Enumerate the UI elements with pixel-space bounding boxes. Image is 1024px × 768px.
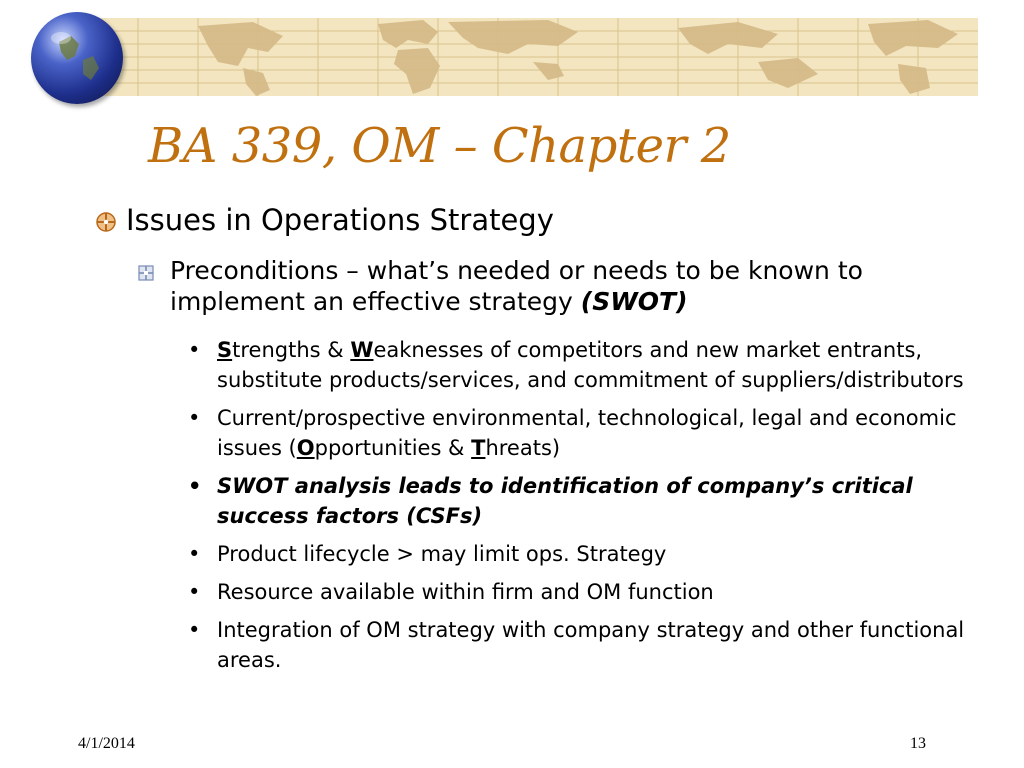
list-item-swot-analysis xyxy=(188,471,988,531)
globe-icon xyxy=(31,12,123,104)
swot-emphasis: (SWOT) xyxy=(580,287,688,316)
slide-number: 13 xyxy=(910,735,926,752)
swot-analysis-text: SWOT analysis leads to identification of company’s critical success factors (CSFs) xyxy=(217,474,913,528)
list-item-strengths-weaknesses xyxy=(188,335,988,395)
world-map-banner xyxy=(78,18,978,96)
bullet-dot: • xyxy=(188,580,201,604)
ot-pre: Current/prospective environmental, technological, legal and economic issues ( xyxy=(217,406,957,460)
s-letter: S xyxy=(217,338,233,362)
list-item-opportunities-threats xyxy=(188,403,988,463)
bullet-dot: • xyxy=(188,542,201,566)
resource-text: Resource available within firm and OM function xyxy=(217,580,714,604)
integration-text: Integration of OM strategy with company strategy and other functional areas. xyxy=(217,618,965,672)
s-rest: trengths & xyxy=(232,338,351,362)
footer-date: 4/1/2014 xyxy=(78,735,135,752)
t-rest: hreats) xyxy=(485,436,561,460)
list-item-integration xyxy=(188,615,988,675)
o-letter: O xyxy=(296,436,315,460)
bullet-dot: • xyxy=(188,406,201,430)
t-letter: T xyxy=(471,436,486,460)
bullet-dot: • xyxy=(188,618,201,642)
preconditions-text xyxy=(170,255,990,317)
slide-title: BA 339, OM – Chapter 2 xyxy=(148,118,731,174)
bullet-dot: • xyxy=(188,474,202,498)
o-rest: pportunities & xyxy=(314,436,472,460)
list-item-product-lifecycle xyxy=(188,539,988,569)
compass-bullet-icon xyxy=(96,212,116,232)
product-lifecycle-text: Product lifecycle > may limit ops. Strategy xyxy=(217,542,667,566)
square-grid-bullet-icon xyxy=(138,265,154,281)
heading-issues: Issues in Operations Strategy xyxy=(126,203,554,237)
preconditions-body: Preconditions – what’s needed or needs to be known to implement an effective strategy xyxy=(170,256,863,316)
list-item-resource xyxy=(188,577,988,607)
w-letter: W xyxy=(350,338,374,362)
w-rest: eaknesses of competitors and new market entrants, substitute products/services, and commitment of suppliers/distributors xyxy=(217,338,964,392)
sub-bullet-list xyxy=(188,335,988,683)
bullet-dot: • xyxy=(188,338,201,362)
